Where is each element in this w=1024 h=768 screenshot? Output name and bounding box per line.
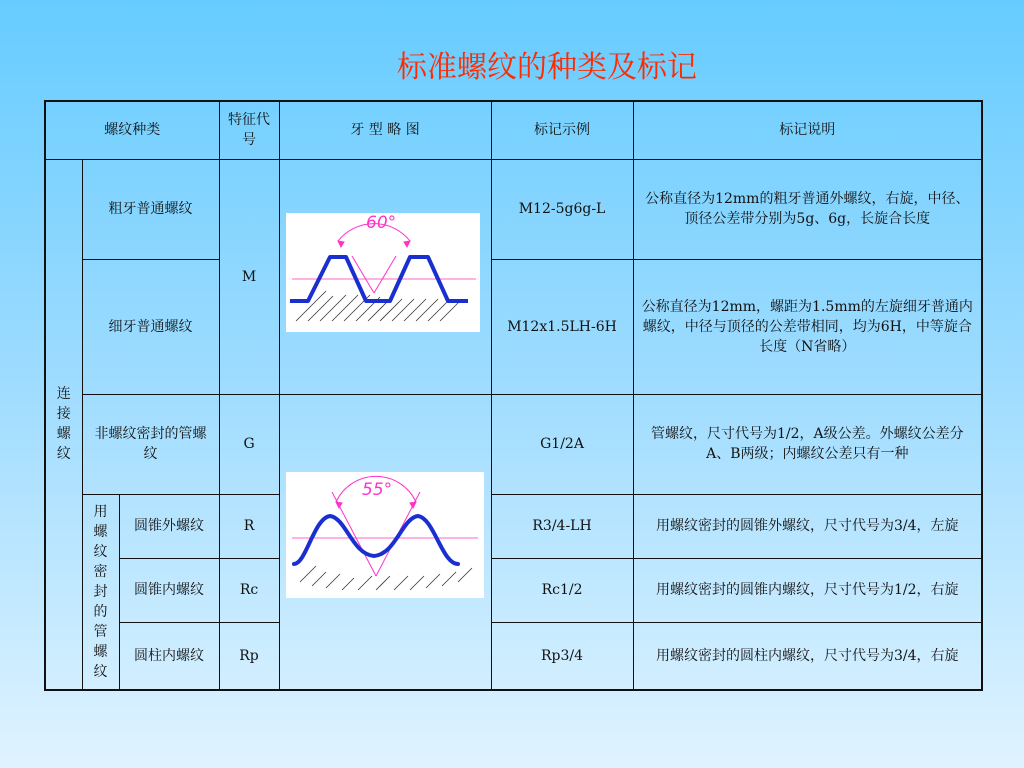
header-sketch: 牙 型 略 图 xyxy=(279,101,491,159)
thread-example: Rc1/2 xyxy=(491,558,633,622)
header-example: 标记示例 xyxy=(491,101,633,159)
header-thread-type: 螺纹种类 xyxy=(45,101,219,159)
thread-example: M12x1.5LH-6H xyxy=(491,259,633,394)
thread-name: 圆锥内螺纹 xyxy=(119,558,219,622)
table-row xyxy=(45,622,982,690)
thread-example: G1/2A xyxy=(491,394,633,494)
thread-code: Rp xyxy=(219,622,279,690)
angle-label-55: 55° xyxy=(362,480,393,500)
thread-name: 非螺纹密封的管螺纹 xyxy=(82,394,219,494)
table-row xyxy=(45,494,982,558)
thread-explanation: 公称直径为12mm的粗牙普通外螺纹，右旋，中径、顶径公差带分别为5g、6g，长旋合长度 xyxy=(633,159,982,259)
table-row xyxy=(45,558,982,622)
thread-code: R xyxy=(219,494,279,558)
thread-explanation: 管螺纹，尺寸代号为1/2，A级公差。外螺纹公差分A、B两级；内螺纹公差只有一种 xyxy=(633,394,982,494)
thread-name: 细牙普通螺纹 xyxy=(82,259,219,394)
thread-standards-table xyxy=(44,100,983,691)
thread-name: 粗牙普通螺纹 xyxy=(82,159,219,259)
thread-code: G xyxy=(219,394,279,494)
table-row xyxy=(45,159,982,259)
thread-example: M12-5g6g-L xyxy=(491,159,633,259)
thread-code: Rc xyxy=(219,558,279,622)
group-connecting-thread: 连接螺纹 xyxy=(45,159,82,690)
pipe-thread-profile-image xyxy=(286,472,484,598)
thread-name: 圆锥外螺纹 xyxy=(119,494,219,558)
thread-explanation: 用螺纹密封的圆锥内螺纹，尺寸代号为1/2，右旋 xyxy=(633,558,982,622)
thread-example: R3/4-LH xyxy=(491,494,633,558)
angle-label-60: 60° xyxy=(366,213,397,233)
metric-thread-profile-image xyxy=(286,213,480,332)
thread-explanation: 用螺纹密封的圆柱内螺纹，尺寸代号为3/4，右旋 xyxy=(633,622,982,690)
thread-name: 圆柱内螺纹 xyxy=(119,622,219,690)
header-explanation: 标记说明 xyxy=(633,101,982,159)
thread-explanation: 公称直径为12mm，螺距为1.5mm的左旋细牙普通内螺纹，中径与顶径的公差带相同，均为6H，中等旋合长度（N省略） xyxy=(633,259,982,394)
thread-code: M xyxy=(219,159,279,394)
thread-explanation: 用螺纹密封的圆锥外螺纹，尺寸代号为3/4，左旋 xyxy=(633,494,982,558)
group-sealed-pipe-thread: 用螺纹密封的管螺纹 xyxy=(82,494,119,690)
header-row xyxy=(45,101,982,159)
page-title: 标准螺纹的种类及标记 xyxy=(397,50,697,85)
table-row xyxy=(45,259,982,394)
header-code: 特征代号 xyxy=(219,101,279,159)
table-row xyxy=(45,394,982,494)
thread-example: Rp3/4 xyxy=(491,622,633,690)
